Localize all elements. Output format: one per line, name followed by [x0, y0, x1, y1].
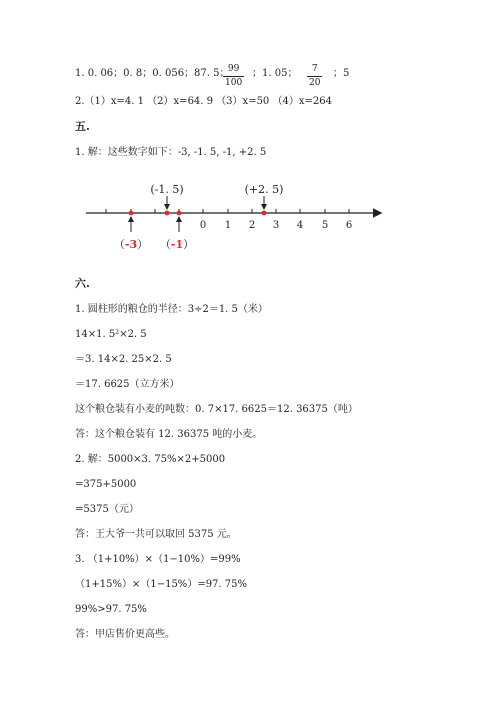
tick-label-1: 1 [224, 220, 232, 231]
annotation-plus-2-5-label: (+2. 5) [244, 183, 284, 196]
arrow-up-icon [128, 216, 134, 222]
solution-line: ＝17. 6625（立方米） [75, 379, 180, 390]
solution-line: 这个粮仓装有小麦的吨数：0. 7×17. 6625＝12. 36375（吨） [75, 404, 358, 415]
annotation-minus-1-label: （-1） [159, 238, 195, 251]
fraction-7-20 [307, 64, 322, 89]
annotation-minus-3-label: （-3） [113, 238, 149, 251]
solution-line: 14×1. 5²×2. 5 [75, 329, 147, 340]
point-minus-1-5 [165, 211, 170, 216]
answer-statement: 答：甲店售价更高些。 [75, 629, 175, 640]
fraction-99-100 [223, 64, 244, 89]
point-plus-2-5 [262, 211, 267, 216]
solution-line: ＝3. 14×2. 25×2. 5 [75, 354, 172, 365]
section-heading-five: 五. [75, 120, 90, 133]
tick-label-3: 3 [272, 220, 280, 231]
solution-line: 2. 解：5000×3. 75%×2+5000 [75, 454, 226, 465]
point-minus-3 [129, 211, 134, 216]
solution-line: （1+15%）×（1−15%）=97. 75% [75, 579, 248, 590]
answer-line-1-part-c [333, 67, 349, 81]
answer-line-1-part-b [252, 67, 297, 81]
arrow-down-icon [261, 204, 267, 210]
answer-statement: 答：王大爷一共可以取回 5375 元。 [75, 529, 237, 540]
tick-label-4: 4 [296, 220, 304, 231]
fraction-numerator: 99 [227, 64, 240, 74]
point-minus-1 [177, 211, 182, 216]
answer-line-1-part-a: 1. 0. 06；0. 8；0. 056；87. 5； [75, 68, 230, 79]
number-line-diagram [0, 170, 500, 260]
solution-line: 3. （1+10%）×（1−10%）=99% [75, 554, 241, 565]
tick-label-0: 0 [199, 220, 207, 231]
arrow-up-icon [176, 216, 182, 222]
answer-line-1 [75, 67, 230, 81]
fraction-bar [307, 76, 322, 77]
fraction-bar [223, 76, 244, 77]
solution-line: =5375（元） [75, 504, 139, 515]
tick-label-6: 6 [345, 220, 353, 231]
tick-label-2: 2 [248, 220, 256, 231]
section-five-line-1: 1. 解：这些数字如下：-3, -1. 5, -1, +2. 5 [75, 147, 267, 158]
fraction-denominator: 100 [225, 78, 243, 88]
answer-line-1-part-c-text: ；5 [333, 68, 350, 79]
answer-line-2: 2.（1）x=4. 1 （2）x=64. 9 （3）x=50 （4）x=264 [75, 96, 332, 107]
section-heading-six: 六. [75, 277, 90, 290]
answer-line-1-part-b-text: ；1. 05； [252, 68, 298, 79]
fraction-denominator: 20 [309, 78, 321, 88]
solution-line: 1. 圆柱形的粮仓的半径：3÷2＝1. 5（米） [75, 304, 268, 315]
annotation-minus-1-5-label: (-1. 5) [150, 183, 184, 196]
arrow-down-icon [164, 204, 170, 210]
tick-label-5: 5 [321, 220, 329, 231]
fraction-numerator: 7 [311, 64, 318, 74]
solution-line: =375+5000 [75, 479, 137, 490]
number-line-ticks [106, 209, 349, 213]
answer-statement: 答：这个粮仓装有 12. 36375 吨的小麦。 [75, 429, 263, 440]
solution-line: 99%>97. 75% [75, 604, 147, 615]
